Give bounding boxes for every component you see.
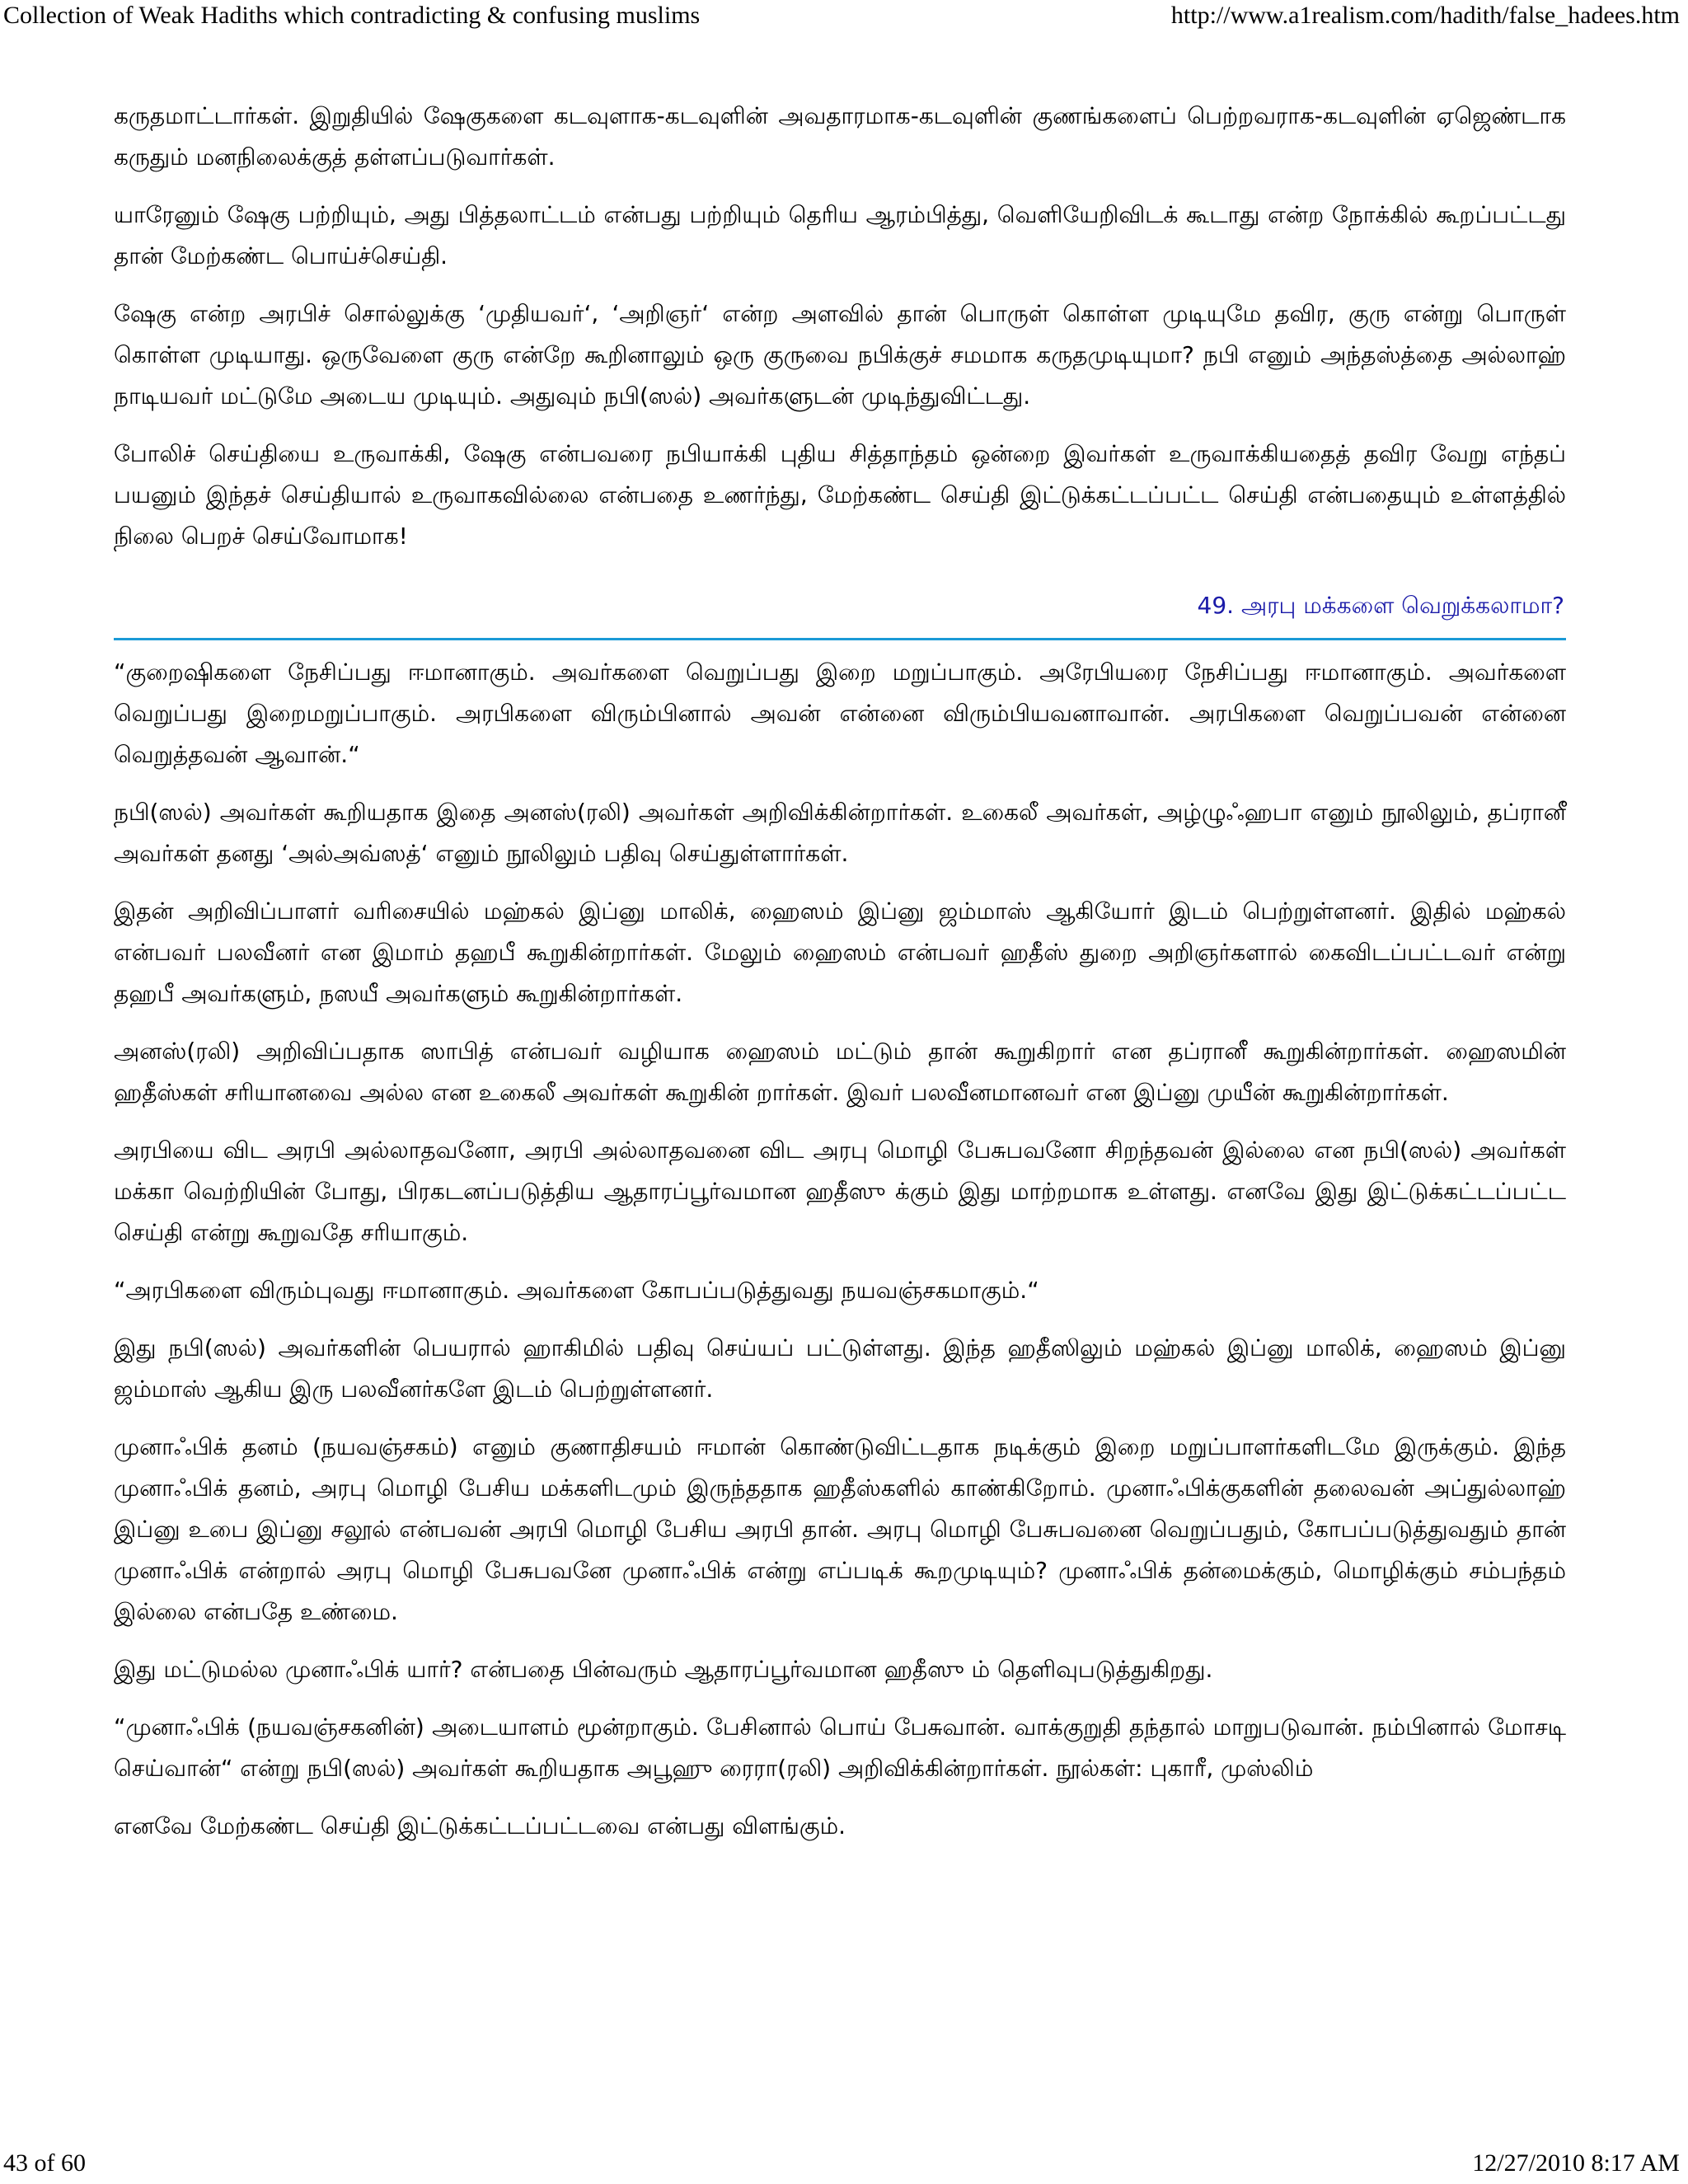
section-divider (114, 638, 1566, 640)
paragraph: போலிச் செய்தியை உருவாக்கி, ஷேகு என்பவரை நபியாக்கி புதிய சித்தாந்தம் ஒன்றை இவர்கள் உருவாக்கியதைத் தவிர வேறு எந்தப் பயனும் இந்தச் செய்தியால் உருவாகவில்லை என்பதை உணர்ந்து, மேற்கண்ட செய்தி இட்டுக்கட்டப்பட்ட செய்தி என்பதையும் உள்ளத்தில் நிலை பெறச் செய்வோமாக! (114, 440, 1567, 550)
section-heading: 49. அரபு மக்களை வெறுக்கலாமா? (1197, 592, 1564, 619)
page-number: 43 of 60 (3, 2149, 86, 2177)
paragraph: எனவே மேற்கண்ட செய்தி இட்டுக்கட்டப்பட்டவை என்பது விளங்கும். (114, 1812, 846, 1840)
paragraph: முனாஃபிக் தனம் (நயவஞ்சகம்) எனும் குணாதிசயம் ஈமான் கொண்டுவிட்டதாக நடிக்கும் இறை மறுப்பாளர்களிடமே இருக்கும். இந்த முனாஃபிக் தனம், அரபு மொழி பேசிய மக்களிடமும் இருந்ததாக ஹதீஸ்களில் காண்கிறோம். முனாஃபிக்குகளின் தலைவன் அப்துல்லாஹ் இப்னு உபை இப்னு சலூல் என்பவன் அரபி மொழி பேசிய அரபி தான். அரபு மொழி பேசுபவனை வெறுப்பதும், கோபப்படுத்துவதும் தான் முனாஃபிக் என்றால் அரபு மொழி பேசுபவனே முனாஃபிக் என்று எப்படிக் கூறமுடியும்? முனாஃபிக் தன்மைக்கும், மொழிக்கும் சம்பந்தம் இல்லை என்பதே உண்மை. (114, 1433, 1566, 1625)
paragraph: நபி(ஸல்) அவர்கள் கூறியதாக இதை அனஸ்(ரலி) அவர்கள் அறிவிக்கின்றார்கள். உகைலீ அவர்கள், அழ்ழுஃஹபா எனும் நூலிலும், தப்ரானீ அவர்கள் தனது ‘அல்அவ்ஸத்‘ எனும் நூலிலும் பதிவு செய்துள்ளார்கள். (114, 799, 1566, 867)
paragraph: “முனாஃபிக் (நயவஞ்சகனின்) அடையாளம் மூன்றாகும். பேசினால் பொய் பேசுவான். வாக்குறுதி தந்தால் மாறுபடுவான். நம்பினால் மோசடி செய்வான்“ என்று நபி(ஸல்) அவர்கள் கூறியதாக அபூஹு ரைரா(ரலி) அறிவிக்கின்றார்கள். நூல்கள்: புகாரீ, முஸ்லிம் (114, 1713, 1566, 1782)
document-url: http://www.a1realism.com/hadith/false_hadees.htm (1170, 2, 1680, 29)
paragraph: யாரேனும் ஷேகு பற்றியும், அது பித்தலாட்டம் என்பது பற்றியும் தெரிய ஆரம்பித்து, வெளியேறிவிடக் கூடாது என்ற நோக்கில் கூறப்பட்டது தான் மேற்கண்ட பொய்ச்செய்தி. (114, 201, 1566, 269)
paragraph: ஷேகு என்ற அரபிச் சொல்லுக்கு ‘முதியவர்‘, ‘அறிஞர்‘ என்ற அளவில் தான் பொருள் கொள்ள முடியுமே தவிர, குரு என்று பொருள் கொள்ள முடியாது. ஒருவேளை குரு என்றே கூறினாலும் ஒரு குருவை நபிக்குச் சமமாக கருதமுடியுமா? நபி எனும் அந்தஸ்த்தை அல்லாஹ் நாடியவர் மட்டுமே அடைய முடியும். அதுவும் நபி(ஸல்) அவர்களுடன் முடிந்துவிட்டது. (114, 300, 1566, 410)
paragraph: இது நபி(ஸல்) அவர்களின் பெயரால் ஹாகிமில் பதிவு செய்யப் பட்டுள்ளது. இந்த ஹதீஸிலும் மஹ்கல் இப்னு மாலிக், ஹைஸம் இப்னு ஜம்மாஸ் ஆகிய இரு பலவீனர்களே இடம் பெற்றுள்ளனர். (114, 1334, 1566, 1403)
paragraph: இதன் அறிவிப்பாளர் வரிசையில் மஹ்கல் இப்னு மாலிக், ஹைஸம் இப்னு ஜம்மாஸ் ஆகியோர் இடம் பெற்றுள்ளனர். இதில் மஹ்கல் என்பவர் பலவீனர் என இமாம் தஹபீ கூறுகின்றார்கள். மேலும் ஹைஸம் என்பவர் ஹதீஸ் துறை அறிஞர்களால் கைவிடப்பட்டவர் என்று தஹபீ அவர்களும், நஸயீ அவர்களும் கூறுகின்றார்கள். (114, 898, 1566, 1007)
print-timestamp: 12/27/2010 8:17 AM (1472, 2149, 1680, 2177)
paragraph: கருதமாட்டார்கள். இறுதியில் ஷேகுகளை கடவுளாக-கடவுளின் அவதாரமாக-கடவுளின் குணங்களைப் பெற்றவராக-கடவுளின் ஏஜெண்டாக கருதும் மனநிலைக்குத் தள்ளப்படுவார்கள். (114, 102, 1566, 171)
paragraph: “அரபிகளை விரும்புவது ஈமானாகும். அவர்களை கோபப்படுத்துவது நயவஞ்சகமாகும்.“ (114, 1277, 1039, 1304)
paragraph: “குறைஷிகளை நேசிப்பது ஈமானாகும். அவர்களை வெறுப்பது இறை மறுப்பாகும். அரேபியரை நேசிப்பது ஈமானாகும். அவர்களை வெறுப்பது இறைமறுப்பாகும். அரபிகளை விரும்பினால் அவன் என்னை விரும்பியவனாவான். அரபிகளை வெறுப்பவன் என்னை வெறுத்தவன் ஆவான்.“ (114, 658, 1566, 768)
paragraph: இது மட்டுமல்ல முனாஃபிக் யார்? என்பதை பின்வரும் ஆதாரப்பூர்வமான ஹதீஸு ம் தெளிவுபடுத்துகிறது. (114, 1656, 1213, 1683)
paragraph: அனஸ்(ரலி) அறிவிப்பதாக ஸாபித் என்பவர் வழியாக ஹைஸம் மட்டும் தான் கூறுகிறார் என தப்ரானீ கூறுகின்றார்கள். ஹைஸமின் ஹதீஸ்கள் சரியானவை அல்ல என உகைலீ அவர்கள் கூறுகின் றார்கள். இவர் பலவீனமானவர் என இப்னு முயீன் கூறுகின்றார்கள். (114, 1038, 1566, 1106)
document-title: Collection of Weak Hadiths which contradicting & confusing muslims (3, 2, 701, 29)
page-content (114, 96, 1566, 1863)
paragraph: அரபியை விட அரபி அல்லாதவனோ, அரபி அல்லாதவனை விட அரபு மொழி பேசுபவனோ சிறந்தவன் இல்லை என நபி(ஸல்) அவர்கள் மக்கா வெற்றியின் போது, பிரகடனப்படுத்திய ஆதாரப்பூர்வமான ஹதீஸு க்கும் இது மாற்றமாக உள்ளது. எனவே இது இட்டுக்கட்டப்பட்ட செய்தி என்று கூறுவதே சரியாகும். (114, 1137, 1566, 1246)
